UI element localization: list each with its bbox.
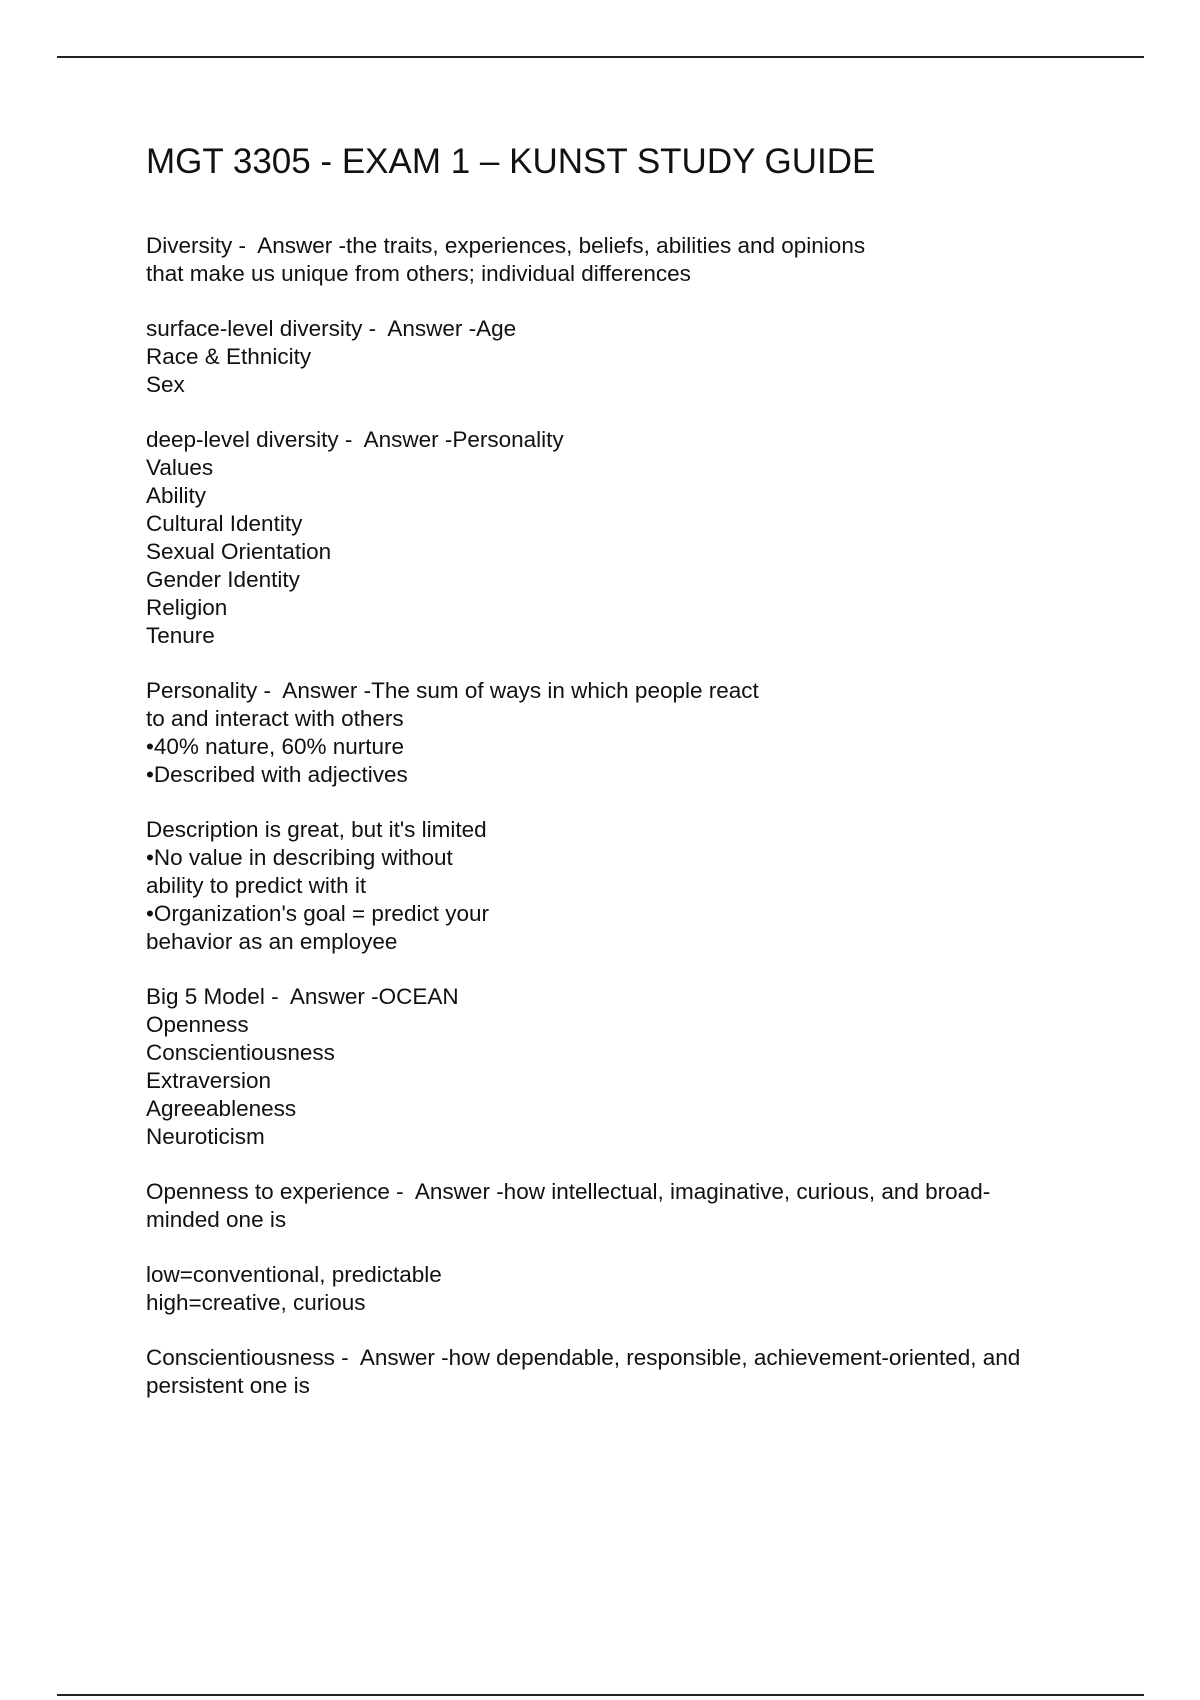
- entry-openness-low-high: [146, 1261, 1106, 1317]
- entry-line: surface-level diversity - Answer -Age: [146, 316, 517, 341]
- entry-conscientiousness: [146, 1344, 1106, 1400]
- entry-line: •40% nature, 60% nurture: [146, 734, 405, 759]
- entry-line: low=conventional, predictable: [146, 1262, 442, 1287]
- entry-line: deep-level diversity - Answer -Personality: [146, 427, 564, 452]
- entry-line: Description is great, but it's limited: [146, 817, 487, 842]
- entry-line: Conscientiousness: [146, 1040, 335, 1065]
- entry-line: Religion: [146, 595, 228, 620]
- entry-line: that make us unique from others; individual differences: [146, 261, 691, 286]
- entry-diversity: [146, 232, 1106, 288]
- entry-line: Gender Identity: [146, 567, 300, 592]
- entry-line: ability to predict with it: [146, 873, 367, 898]
- entry-line: Sexual Orientation: [146, 539, 332, 564]
- entry-line: Ability: [146, 483, 207, 508]
- bottom-rule: [57, 1694, 1144, 1696]
- entry-line: Extraversion: [146, 1068, 272, 1093]
- entry-deep-level-diversity: [146, 426, 1106, 650]
- entry-line: Openness to experience - Answer -how intellectual, imaginative, curious, and broad-: [146, 1179, 991, 1204]
- entry-line: •Organization's goal = predict your: [146, 901, 489, 926]
- entry-line: Cultural Identity: [146, 511, 303, 536]
- entry-line: Openness: [146, 1012, 249, 1037]
- entry-line: Values: [146, 455, 214, 480]
- entry-list: [146, 232, 1106, 1400]
- entry-line: •No value in describing without: [146, 845, 453, 870]
- entry-line: behavior as an employee: [146, 929, 398, 954]
- entry-line: Sex: [146, 372, 185, 397]
- entry-line: •Described with adjectives: [146, 762, 408, 787]
- entry-personality: [146, 677, 1106, 789]
- entry-line: Big 5 Model - Answer -OCEAN: [146, 984, 459, 1009]
- entry-openness-to-experience: [146, 1178, 1106, 1234]
- entry-line: minded one is: [146, 1207, 287, 1232]
- entry-line: high=creative, curious: [146, 1290, 366, 1315]
- entry-line: to and interact with others: [146, 706, 404, 731]
- document-page: [146, 140, 1106, 1427]
- top-rule: [57, 56, 1144, 58]
- entry-line: Tenure: [146, 623, 215, 648]
- entry-line: Neuroticism: [146, 1124, 265, 1149]
- entry-line: Conscientiousness - Answer -how dependable, responsible, achievement-oriented, and: [146, 1345, 1021, 1370]
- entry-description-limits: [146, 816, 1106, 956]
- entry-line: Diversity - Answer -the traits, experiences, beliefs, abilities and opinions: [146, 233, 866, 258]
- entry-surface-level-diversity: [146, 315, 1106, 399]
- entry-line: Personality - Answer -The sum of ways in which people react: [146, 678, 759, 703]
- entry-line: Race & Ethnicity: [146, 344, 312, 369]
- entry-line: Agreeableness: [146, 1096, 297, 1121]
- document-title: MGT 3305 - EXAM 1 – KUNST STUDY GUIDE: [146, 142, 876, 181]
- entry-big-5-model: [146, 983, 1106, 1151]
- entry-line: persistent one is: [146, 1373, 310, 1398]
